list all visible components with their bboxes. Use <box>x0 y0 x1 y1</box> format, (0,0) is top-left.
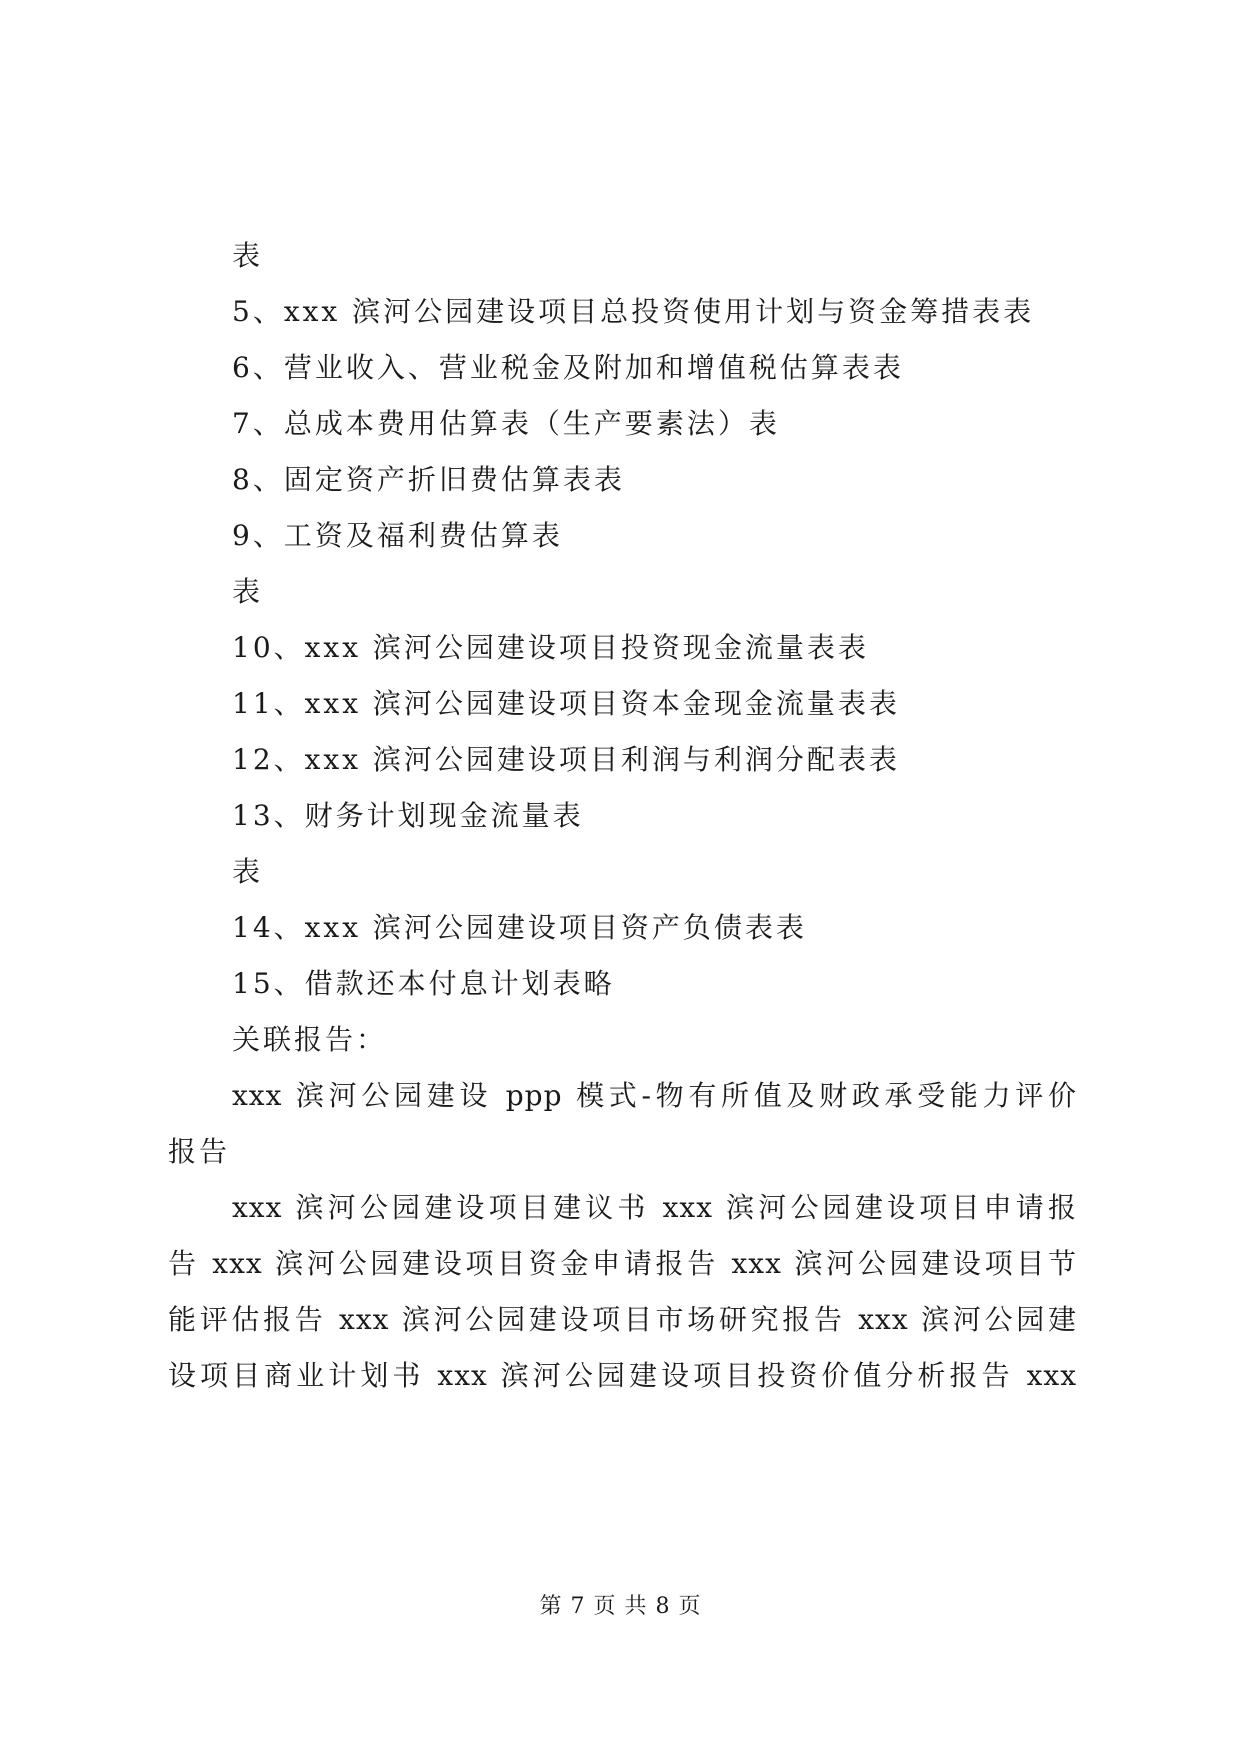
list-item: 14、xxx 滨河公园建设项目资产负债表表 <box>232 911 807 944</box>
paragraph-line: 告 xxx 滨河公园建设项目资金申请报告 xxx 滨河公园建设项目节 <box>168 1247 1077 1280</box>
text-line: 表 <box>232 855 264 888</box>
list-item: 10、xxx 滨河公园建设项目投资现金流量表表 <box>232 631 869 664</box>
paragraph-line: 设项目商业计划书 xxx 滨河公园建设项目投资价值分析报告 xxx <box>168 1359 1077 1392</box>
paragraph-line: 报告 <box>168 1135 231 1168</box>
list-item: 7、总成本费用估算表（生产要素法）表 <box>232 407 780 440</box>
list-item: 9、工资及福利费估算表 <box>232 519 563 552</box>
paragraph-line: xxx 滨河公园建设项目建议书 xxx 滨河公园建设项目申请报 <box>232 1191 1077 1224</box>
list-item: 15、借款还本付息计划表略 <box>232 967 615 1000</box>
list-item: 11、xxx 滨河公园建设项目资本金现金流量表表 <box>232 687 900 720</box>
list-item: 13、财务计划现金流量表 <box>232 799 584 832</box>
page-footer: 第 7 页 共 8 页 <box>539 1594 702 1619</box>
text-line: 表 <box>232 239 264 272</box>
list-item: 12、xxx 滨河公园建设项目利润与利润分配表表 <box>232 743 900 776</box>
section-heading: 关联报告： <box>232 1023 388 1056</box>
list-item: 5、xxx 滨河公园建设项目总投资使用计划与资金筹措表表 <box>232 295 1035 328</box>
list-item: 8、固定资产折旧费估算表表 <box>232 463 625 496</box>
text-line: 表 <box>232 575 264 608</box>
paragraph-line: xxx 滨河公园建设 ppp 模式-物有所值及财政承受能力评价 <box>232 1079 1077 1112</box>
list-item: 6、营业收入、营业税金及附加和增值税估算表表 <box>232 351 904 384</box>
paragraph-line: 能评估报告 xxx 滨河公园建设项目市场研究报告 xxx 滨河公园建 <box>168 1303 1077 1336</box>
